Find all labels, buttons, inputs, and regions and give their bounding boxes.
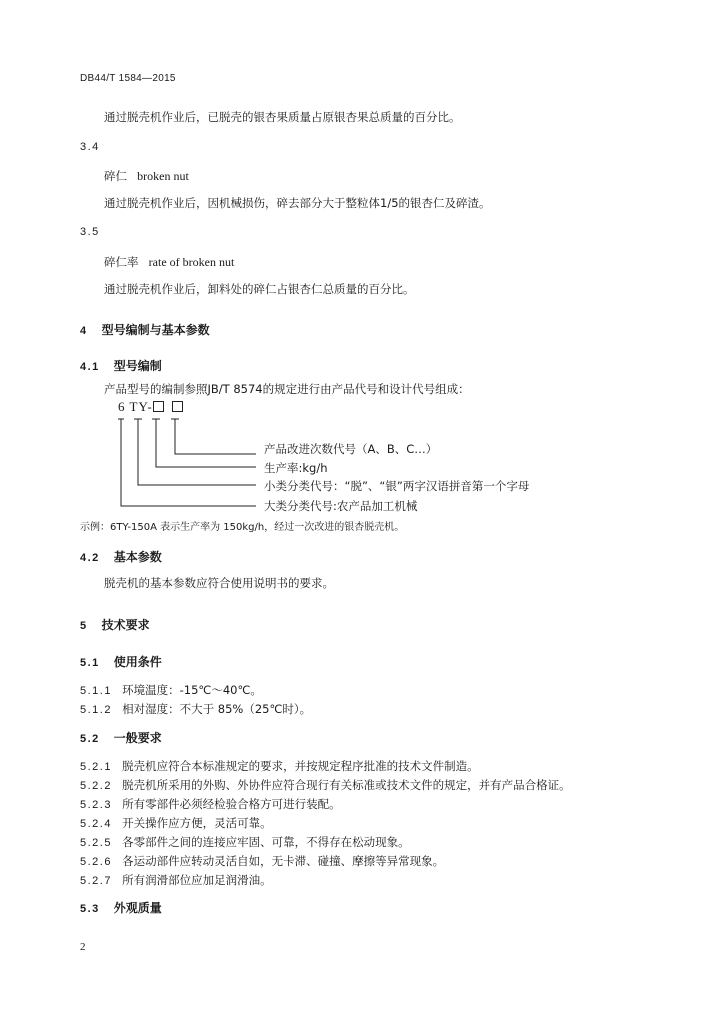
- model-code-prefix: 6 TY-: [118, 399, 153, 414]
- section-number: 4: [80, 325, 88, 337]
- section-heading-5-1: [80, 651, 162, 670]
- term-cn: 碎仁: [104, 169, 127, 183]
- code-label-revision: 产品改进次数代号（A、B、C…）: [264, 442, 438, 456]
- basic-parameters-text: 脱壳机的基本参数应符合使用说明书的要求。: [104, 576, 334, 590]
- item-text: 各零部件之间的连接应牢固、可靠，不得存在松动现象。: [122, 835, 410, 849]
- list-item: [80, 869, 272, 888]
- item-number: 5.1.1: [80, 685, 112, 697]
- term-en: rate of broken nut: [148, 255, 235, 269]
- model-intro: 产品型号的编制参照JB/T 8574的规定进行由产品代号和设计代号组成：: [104, 382, 470, 396]
- section-number: 5: [80, 620, 88, 632]
- item-text: 相对湿度：不大于 85%（25℃时）。: [122, 702, 312, 716]
- definition-3-3: 通过脱壳机作业后，已脱壳的银杏果质量占原银杏果总质量的百分比。: [104, 110, 461, 124]
- item-number: 5.2.3: [80, 799, 112, 811]
- term-cn: 碎仁率: [104, 255, 139, 269]
- section-title: 型号编制与基本参数: [101, 323, 210, 337]
- item-number: 5.2.2: [80, 780, 112, 792]
- code-label-productivity: 生产率:kg/h: [264, 461, 328, 475]
- code-label-category: 大类分类代号:农产品加工机械: [264, 499, 418, 513]
- code-label-subcategory: 小类分类代号：“脱”、“银”两字汉语拼音第一个字母: [264, 479, 530, 493]
- clause-number-3-5: 3.5: [80, 226, 100, 238]
- section-heading-5: [80, 614, 150, 633]
- item-number: 5.2.4: [80, 818, 112, 830]
- item-text: 开关操作应方便，灵活可靠。: [122, 816, 272, 830]
- list-item: [80, 679, 262, 698]
- section-title: 使用条件: [113, 655, 162, 669]
- list-item: [80, 793, 341, 812]
- section-heading-5-2: [80, 727, 162, 746]
- item-text: 所有润滑部位应加足润滑油。: [122, 873, 272, 887]
- section-number: 4.2: [80, 552, 100, 564]
- model-example: 示例：6TY-150A 表示生产率为 150kg/h，经过一次改进的银杏脱壳机。: [80, 522, 405, 533]
- item-text: 环境温度：-15℃～40℃。: [122, 683, 262, 697]
- list-item: [80, 755, 479, 774]
- section-heading-4-2: [80, 546, 162, 565]
- definition-3-5: 通过脱壳机作业后，卸料处的碎仁占银杏仁总质量的百分比。: [104, 282, 415, 296]
- section-number: 5.3: [80, 903, 100, 915]
- item-number: 5.2.6: [80, 856, 112, 868]
- section-title: 外观质量: [113, 901, 162, 915]
- list-item: [80, 812, 272, 831]
- item-text: 所有零部件必须经检验合格方可进行装配。: [122, 797, 341, 811]
- item-text: 脱壳机应符合本标准规定的要求，并按规定程序批准的技术文件制造。: [122, 759, 479, 773]
- definition-3-4: 通过脱壳机作业后，因机械损伤，碎去部分大于整粒体1/5的银杏仁及碎渣。: [104, 196, 491, 210]
- item-number: 5.1.2: [80, 704, 112, 716]
- item-number: 5.2.7: [80, 875, 112, 887]
- document-id: DB44/T 1584—2015: [80, 73, 176, 84]
- term-en: broken nut: [137, 169, 189, 183]
- list-item: [80, 774, 571, 793]
- section-number: 4.1: [80, 361, 100, 373]
- item-text: 各运动部件应转动灵活自如，无卡滞、碰撞、摩擦等异常现象。: [122, 854, 445, 868]
- clause-number-3-4: 3.4: [80, 141, 100, 153]
- section-title: 基本参数: [113, 550, 162, 564]
- list-item: [80, 831, 410, 850]
- section-number: 5.1: [80, 657, 100, 669]
- section-title: 一般要求: [113, 731, 162, 745]
- item-number: 5.2.1: [80, 761, 112, 773]
- page-number: 2: [80, 941, 86, 953]
- list-item: [80, 850, 444, 869]
- section-title: 型号编制: [113, 359, 162, 373]
- list-item: [80, 698, 311, 717]
- item-text: 脱壳机所采用的外购、外协件应符合现行有关标准或技术文件的规定，并有产品合格证。: [122, 778, 571, 792]
- section-heading-5-3: [80, 897, 162, 916]
- section-number: 5.2: [80, 733, 100, 745]
- item-number: 5.2.5: [80, 837, 112, 849]
- section-title: 技术要求: [101, 618, 150, 632]
